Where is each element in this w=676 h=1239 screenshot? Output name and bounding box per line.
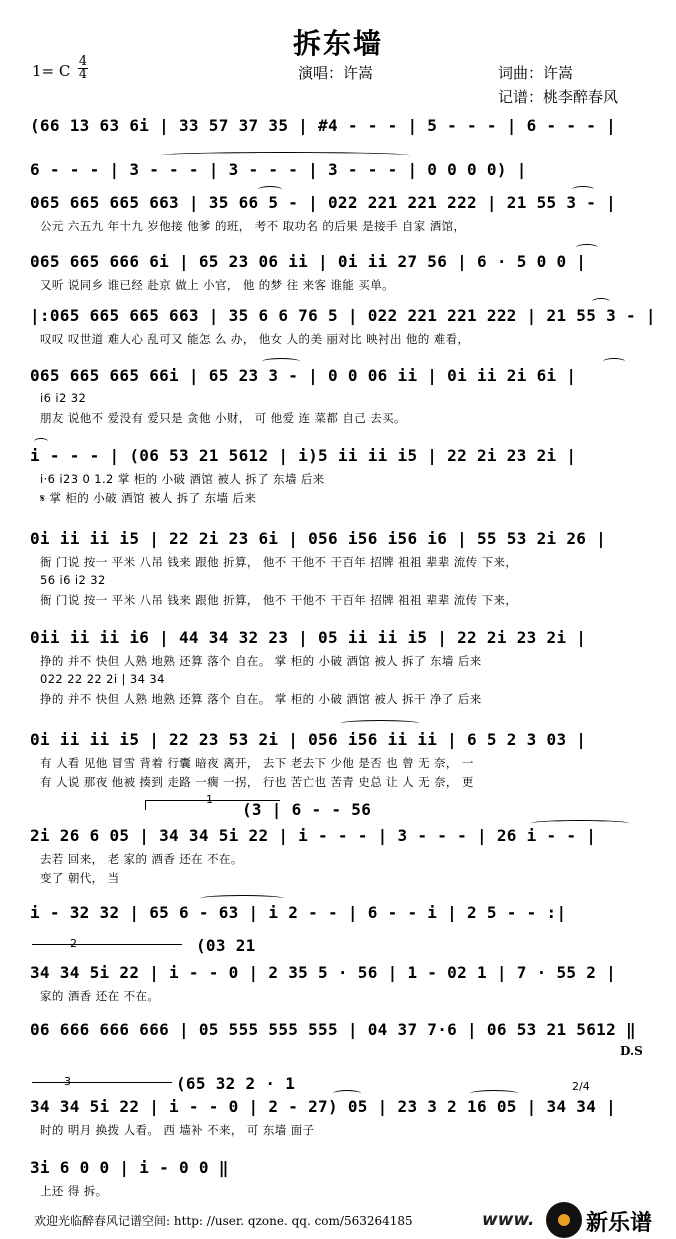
lyric-line: 又听 说同乡 谁已经 赴京 做上 小官， 他 的梦 往 来客 谁能 买单。 <box>40 278 395 292</box>
notation-row: 065 665 666 6i | 65 23 06 ii | 0i ii 27 56 | 6 · 5 0 0 | <box>30 252 587 271</box>
lyric-line: i·6 i23 0 1.2 掌 柜的 小破 酒馆 被人 拆了 东墙 后来 <box>40 472 325 486</box>
notation-row: 065 665 665 663 | 35 66 5 - | 022 221 221 222 | 21 55 3 - | <box>30 193 617 212</box>
tie-arc <box>470 1090 518 1097</box>
tie-arc <box>530 820 630 827</box>
notation-row: 3i 6 0 0 | i - 0 0 ‖ <box>30 1158 229 1177</box>
volta-number: 1 <box>206 793 213 806</box>
volta-number: 2 <box>70 937 77 950</box>
lyric-line: 衙 门说 按一 平米 八吊 钱来 跟他 折算， 他不 干他不 干百年 招牌 祖祖 辈辈 流传 下来， <box>40 555 518 569</box>
ds-marker: D.S <box>620 1044 643 1058</box>
tie-arc <box>572 186 594 193</box>
song-title: 拆东墙 <box>292 27 383 60</box>
notation-row: 0ii ii ii i6 | 44 34 32 23 | 05 ii ii i5 | 22 2i 23 2i | <box>30 628 587 647</box>
vinyl-center-icon <box>558 1214 570 1226</box>
brand-prefix: www. <box>482 1210 535 1230</box>
tie-arc <box>34 438 48 445</box>
lyric-line: 56 i6 i2 32 <box>40 573 106 587</box>
lyric-line: 公元 六五九 年十九 岁他接 他爹 的班， 考不 取功名 的后果 是接手 自家 酒馆， <box>40 219 466 233</box>
lyric-line: 变了 朝代， 当 <box>40 871 120 885</box>
brand-name: 新乐谱 <box>586 1211 653 1236</box>
volta-number: 3 <box>64 1075 71 1088</box>
time-bottom: 4 <box>78 67 88 82</box>
notation-row: 0i ii ii i5 | 22 23 53 2i | 056 i56 ii ii | 6 5 2 3 03 | <box>30 730 587 749</box>
lyric-line: 挣的 并不 快但 人熟 地熟 还算 落个 自在。 掌 柜的 小破 酒馆 被人 拆干 净了 后来 <box>40 692 482 706</box>
key-signature: 1= C <box>32 62 71 80</box>
lyric-line: 022 22 22 2i | 34 34 <box>40 672 165 686</box>
lyric-line: 朋友 说他不 爱没有 爱只是 贪他 小财， 可 他爱 连 菜都 自己 去买。 <box>40 411 406 425</box>
lyric-line: 有 人看 见他 冒雪 背着 行囊 暗夜 离开， 去下 老去下 少他 是否 也 曾 无 奈， 一 <box>40 756 474 770</box>
tie-arc <box>333 1090 361 1097</box>
lyric-line: 时的 明月 换拨 人看。 西 墙补 不来， 可 东墙 面子 <box>40 1123 315 1137</box>
composer-credit: 词曲：许嵩 <box>498 64 574 82</box>
notation-row: 34 34 5i 22 | i - - 0 | 2 - 27) 05 | 23 3 2 16 05 | 34 34 | <box>30 1097 617 1116</box>
notation-row: 2i 26 6 05 | 34 34 5i 22 | i - - - | 3 - - - | 26 i - - | <box>30 826 597 845</box>
tie-arc <box>200 895 284 902</box>
singer-credit: 演唱：许嵩 <box>298 64 374 82</box>
volta-bracket <box>32 944 182 945</box>
lyric-line: 有 人说 那夜 他被 揍到 走路 一瘸 一拐， 行也 苦亡也 苦青 史总 让 人 无 奈， 更 <box>40 775 474 789</box>
lyric-line: 家的 酒香 还在 不在。 <box>40 989 160 1003</box>
lyric-line: 上还 得 拆。 <box>40 1184 108 1198</box>
lyric-line: 衙 门说 按一 平米 八吊 钱来 跟他 折算， 他不 干他不 干百年 招牌 祖祖 辈辈 流传 下来， <box>40 593 518 607</box>
notation-row: 065 665 665 66i | 65 23 3 - | 0 0 06 ii | 0i ii 2i 6i | <box>30 366 577 385</box>
notation-row: 0i ii ii i5 | 22 2i 23 6i | 056 i56 i56 i6 | 55 53 2i 26 | <box>30 529 607 548</box>
volta-bracket-end <box>145 800 146 810</box>
tie-arc <box>340 720 420 727</box>
vinyl-logo-icon <box>546 1202 582 1238</box>
tie-arc <box>262 358 300 365</box>
tie-arc <box>603 358 625 365</box>
time-top: 4 <box>78 54 88 69</box>
meter-change: 2/4 <box>572 1080 590 1093</box>
lyric-line: i6 i2 32 <box>40 391 87 405</box>
notation-row: i - 32 32 | 65 6 - 63 | i 2 - - | 6 - - i | 2 5 - - :| <box>30 903 567 922</box>
tie-arc <box>258 186 282 193</box>
notation-row: 06 666 666 666 | 05 555 555 555 | 04 37 7·6 | 06 53 21 5612 ‖ <box>30 1020 636 1039</box>
tie-arc <box>160 152 410 159</box>
volta-notes: (03 21 <box>196 936 256 955</box>
volta-notes: (65 32 2 · 1 <box>176 1074 296 1093</box>
notation-row: (66 13 63 6i | 33 57 37 35 | #4 - - - | 5 - - - | 6 - - - | <box>30 116 617 135</box>
volta-bracket <box>32 1082 172 1083</box>
lyric-line: 𝄋 掌 柜的 小破 酒馆 被人 拆了 东墙 后来 <box>40 491 257 505</box>
tie-arc <box>592 298 610 305</box>
notation-row: 34 34 5i 22 | i - - 0 | 2 35 5 · 56 | 1 - 02 1 | 7 · 55 2 | <box>30 963 617 982</box>
footer-text: 欢迎光临醉春风记谱空间: http: //user. qzone. qq. com/563264185 <box>34 1214 413 1228</box>
lyric-line: 挣的 并不 快但 人熟 地熟 还算 落个 自在。 掌 柜的 小破 酒馆 被人 拆了 东墙 后来 <box>40 654 482 668</box>
lyric-line: 叹叹 叹世道 难人心 乱可又 能怎 么 办， 他女 人的美 丽对比 映衬出 他的 难看， <box>40 332 470 346</box>
transcriber-credit: 记谱：桃李醉春风 <box>498 88 619 106</box>
lyric-line: 去若 回来， 老 家的 酒香 还在 不在。 <box>40 852 243 866</box>
time-signature <box>78 56 88 81</box>
notation-row: |:065 665 665 663 | 35 6 6 76 5 | 022 221 221 222 | 21 55 3 - | <box>30 306 656 325</box>
notation-row: 6 - - - | 3 - - - | 3 - - - | 3 - - - | 0 0 0 0) | <box>30 160 527 179</box>
tie-arc <box>576 244 598 251</box>
notation-row: i - - - | (06 53 21 5612 | i)5 ii ii i5 | 22 2i 23 2i | <box>30 446 577 465</box>
volta-notes: (3 | 6 - - 56 <box>242 800 372 819</box>
